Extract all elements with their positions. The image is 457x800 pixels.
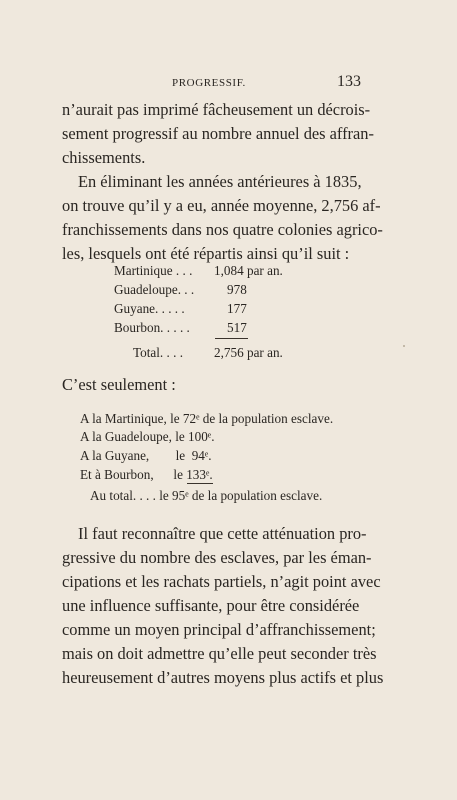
table-row-value: 1,084 par an. (214, 263, 283, 278)
table-row: A la Guadeloupe, le 100ᵉ. (80, 429, 215, 444)
table-row-name: Guyane. . . . . (114, 301, 185, 316)
paper-speck (403, 345, 405, 347)
table-row-name: Guadeloupe. . . (114, 282, 195, 297)
text-line: heureusement d’autres moyens plus actifs et plus (62, 668, 384, 687)
text-line: franchissements dans nos quatre colonies agrico- (62, 220, 383, 239)
table-row-value: 978 (227, 282, 247, 297)
text-line: C’est seulement : (62, 375, 176, 394)
table-total-label: Total. . . . (133, 345, 183, 360)
text-line: Il faut reconnaître que cette atténuation pro- (78, 524, 367, 543)
running-header: PROGRESSIF. (172, 77, 246, 89)
table-row-value: 177 (227, 301, 247, 316)
table-total-value: 2,756 par an. (214, 345, 283, 360)
table-row-name: Martinique . . . (114, 263, 193, 278)
table-row-name: Bourbon. . . . . (114, 320, 190, 335)
sum-rule (187, 483, 213, 484)
text-line: gressive du nombre des esclaves, par les éman- (62, 548, 372, 567)
text-line: mais on doit admettre qu’elle peut seconder très (62, 644, 377, 663)
table-row: A la Martinique, le 72ᵉ de la population esclave. (80, 411, 334, 426)
page-number: 133 (337, 73, 361, 90)
table-row: Et à Bourbon, le 133ᵉ. (80, 467, 213, 482)
text-line: comme un moyen principal d’affranchissement; (62, 620, 376, 639)
table-total: Au total. . . . le 95ᵉ de la population esclave. (90, 488, 323, 503)
text-line: cipations et les rachats partiels, n’agit point avec (62, 572, 381, 591)
text-line: En éliminant les années antérieures à 1835, (78, 172, 362, 191)
text-line: une influence suffisante, pour être considérée (62, 596, 360, 615)
text-line: n’aurait pas imprimé fâcheusement un décrois- (62, 100, 371, 119)
table-row: A la Guyane, le 94ᵉ. (80, 448, 212, 463)
text-line: on trouve qu’il y a eu, année moyenne, 2,756 af- (62, 196, 381, 215)
table-row-value: 517 (227, 320, 247, 335)
text-line: chissements. (62, 148, 146, 167)
text-line: les, lesquels ont été répartis ainsi qu’il suit : (62, 244, 350, 263)
text-line: sement progressif au nombre annuel des affran- (62, 124, 374, 143)
sum-rule (215, 338, 248, 339)
